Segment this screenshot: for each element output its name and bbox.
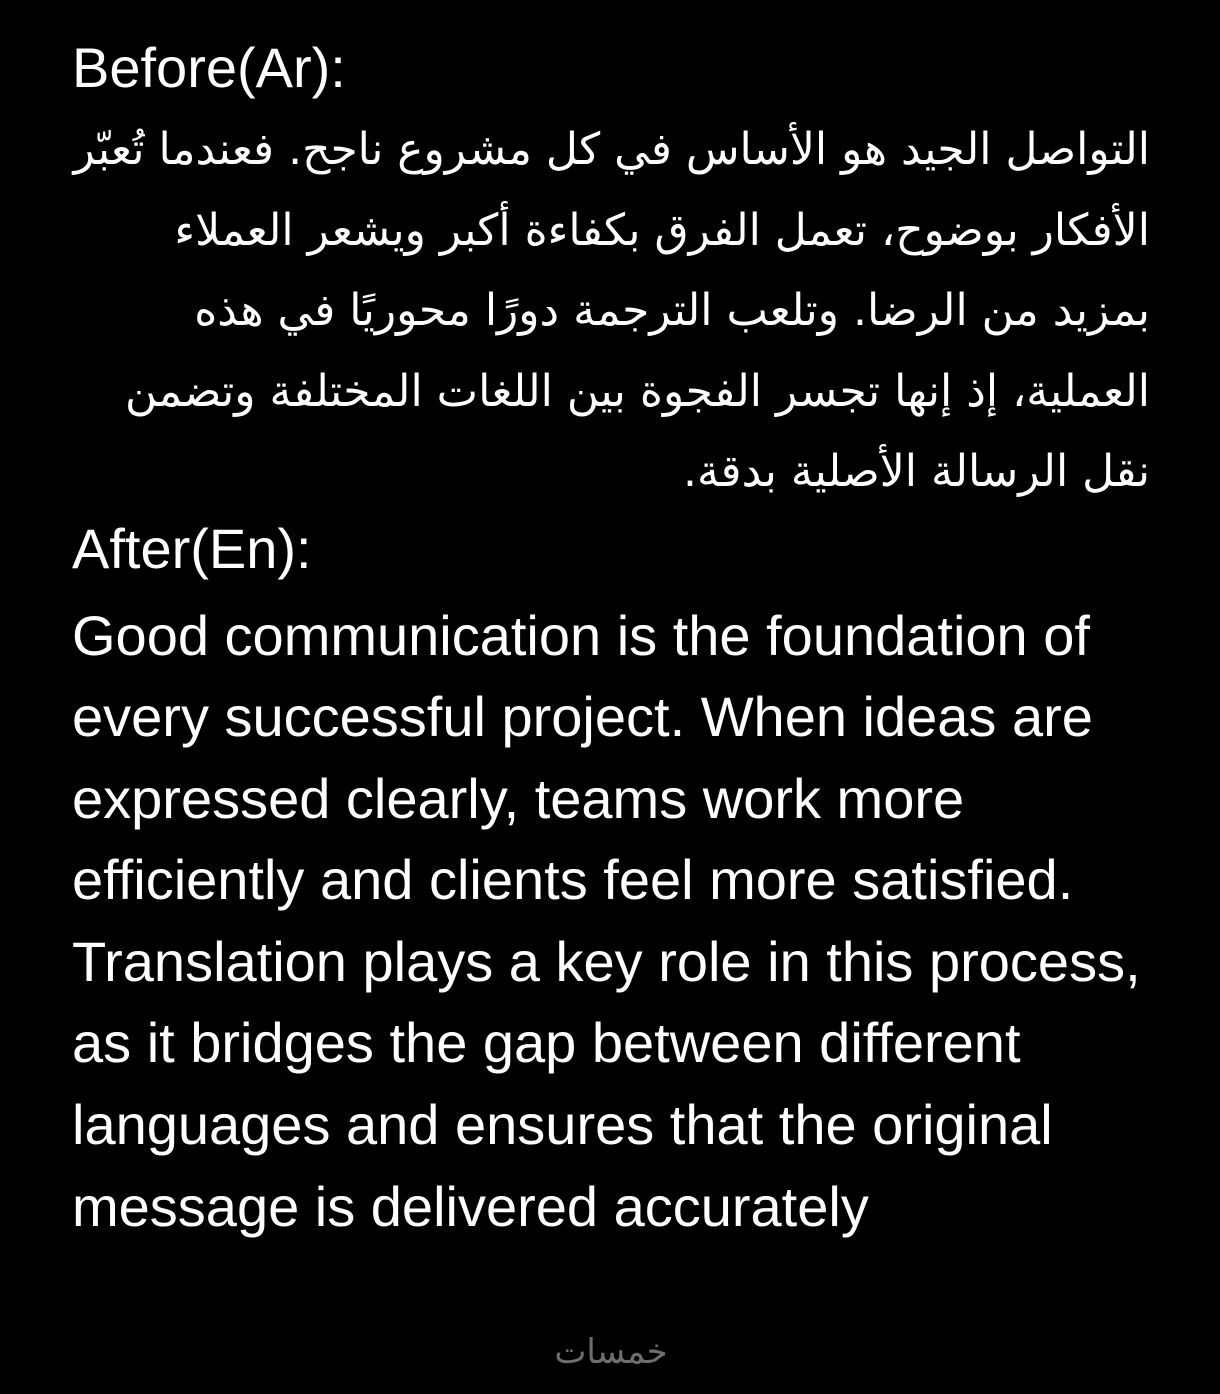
after-heading: After(En):	[72, 516, 312, 580]
before-heading: Before(Ar):	[72, 36, 346, 99]
arabic-source-text: التواصل الجيد هو الأساس في كل مشروع ناجح. فعندما تُعبّر الأفكار بوضوح، تعمل الفرق بكفاءة أكبر ويشعر العملاء بمزيد من الرضا. وتلعب الترجمة دورًا محوريًا في هذه العملية، إذ إنها تجسر الفجوة بين اللغات المختلفة وتضمن نقل الرسالة الأصلية بدقة.	[73, 124, 1150, 497]
khamsat-watermark-logo: خمسات	[554, 1332, 668, 1372]
translation-sample	[72, 30, 1150, 1247]
english-translation-text: Good communication is the foundation of every successful project. When ideas are expressed clearly, teams work more efficiently and clients feel more satisfied. Translation plays a key role in this process, as it bridges the gap between different languages and ensures that the original message is delivered accurately	[72, 603, 1141, 1238]
